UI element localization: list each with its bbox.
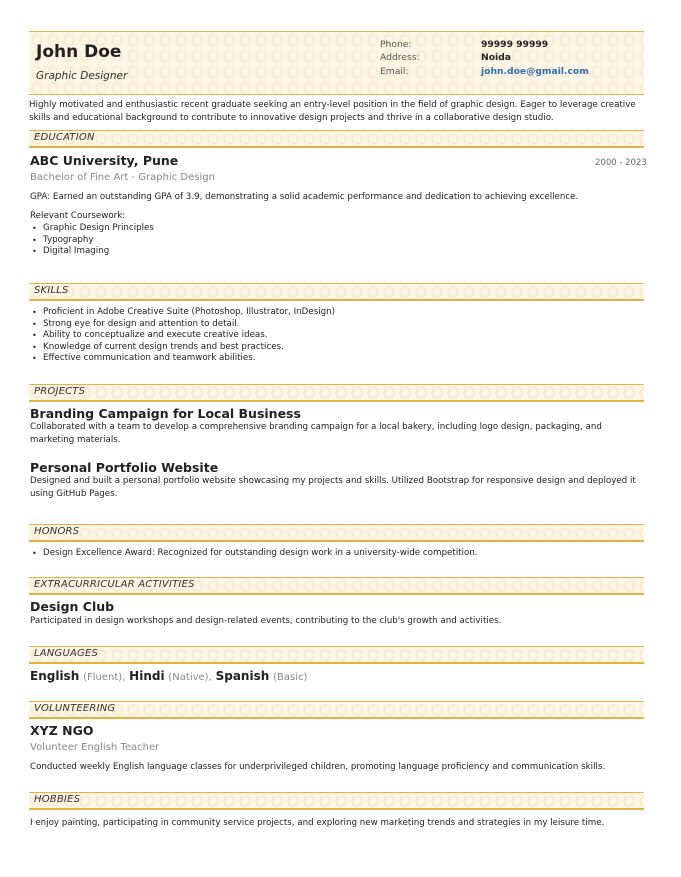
project-title: Branding Campaign for Local Business (30, 406, 301, 421)
section-title: SKILLS (34, 285, 69, 296)
section-header-honors (29, 524, 644, 542)
education-gpa: GPA: Earned an outstanding GPA of 3.9, demonstrating a solid academic performance and dedication to achieving excellence. (30, 192, 579, 202)
section-title: LANGUAGES (34, 648, 99, 659)
section-header-languages (29, 646, 644, 664)
volunteering-org: XYZ NGO (30, 723, 94, 738)
extracurricular-desc: Participated in design workshops and design-related events, contributing to the club's growth and activities. (30, 616, 502, 626)
education-school: ABC University, Pune (30, 153, 179, 168)
summary-text: Highly motivated and enthusiastic recent graduate seeking an entry-level position in the field of graphic design. Eager to leverage creative skills and educational background to contribute to innovative design projects and thrive in a collaborative design studio. (29, 100, 636, 123)
education-degree: Bachelor of Fine Art - Graphic Design (30, 172, 215, 183)
language-name: Hindi (129, 669, 165, 683)
volunteering-role: Volunteer English Teacher (30, 742, 160, 753)
project-desc: Designed and built a personal portfolio website showcasing my projects and skills. Utilized Bootstrap for responsive design and deployed it using GitHub Pages. (30, 476, 636, 499)
project-desc: Collaborated with a team to develop a comprehensive branding campaign for a local bakery, including logo design, packaging, and marketing materials. (30, 422, 602, 445)
honors-list (31, 548, 478, 560)
list-item: • Typography (31, 235, 154, 247)
section-header-volunteering (29, 701, 644, 719)
phone-value: 99999 99999 (481, 39, 549, 50)
email-label: Email: (380, 66, 409, 77)
phone-label: Phone: (380, 39, 412, 50)
volunteering-desc: Conducted weekly English language classes for underprivileged children, promoting language proficiency and communication skills. (30, 762, 606, 772)
extracurricular-title: Design Club (30, 599, 115, 614)
section-title: PROJECTS (34, 386, 86, 397)
section-title: VOLUNTEERING (34, 703, 116, 714)
list-item: • Strong eye for design and attention to detail. (31, 319, 335, 331)
language-level: (Fluent), (83, 672, 126, 683)
coursework-list (31, 223, 154, 258)
address-label: Address: (380, 52, 420, 63)
section-header-education (29, 130, 644, 148)
list-item: • Design Excellence Award: Recognized for outstanding design work in a university-wide competition. (31, 548, 478, 560)
section-title: EDUCATION (34, 132, 95, 143)
candidate-title: Graphic Designer (36, 70, 128, 82)
list-item: • Knowledge of current design trends and best practices. (31, 342, 335, 354)
skills-list (31, 307, 335, 365)
list-item: • Ability to conceptualize and execute creative ideas. (31, 330, 335, 342)
address-value: Noida (481, 52, 511, 63)
candidate-name: John Doe (36, 42, 122, 62)
language-level: (Basic) (273, 672, 308, 683)
list-item: • Proficient in Adobe Creative Suite (Photoshop, Illustrator, InDesign) (31, 307, 335, 319)
language-level: (Native), (168, 672, 212, 683)
section-header-hobbies (29, 792, 644, 810)
resume-header (29, 31, 644, 95)
list-item: • Graphic Design Principles (31, 223, 154, 235)
email-link[interactable]: john.doe@gmail.com (481, 66, 589, 77)
section-title: HONORS (34, 526, 80, 537)
list-item: • Effective communication and teamwork abilities. (31, 353, 335, 365)
list-item: • Digital Imaging (31, 246, 154, 258)
hobbies-desc: I enjoy painting, participating in community service projects, and exploring new marketing trends and strategies in my leisure time. (30, 818, 605, 828)
section-header-extracurricular (29, 577, 644, 595)
coursework-label: Relevant Coursework: (30, 211, 126, 221)
section-header-projects (29, 384, 644, 402)
section-title: HOBBIES (34, 794, 81, 805)
language-name: English (30, 669, 80, 683)
languages-line (30, 669, 307, 683)
education-years: 2000 - 2023 (595, 158, 647, 168)
project-title: Personal Portfolio Website (30, 460, 219, 475)
section-title: EXTRACURRICULAR ACTIVITIES (34, 579, 195, 590)
section-header-skills (29, 283, 644, 301)
language-name: Spanish (215, 669, 270, 683)
